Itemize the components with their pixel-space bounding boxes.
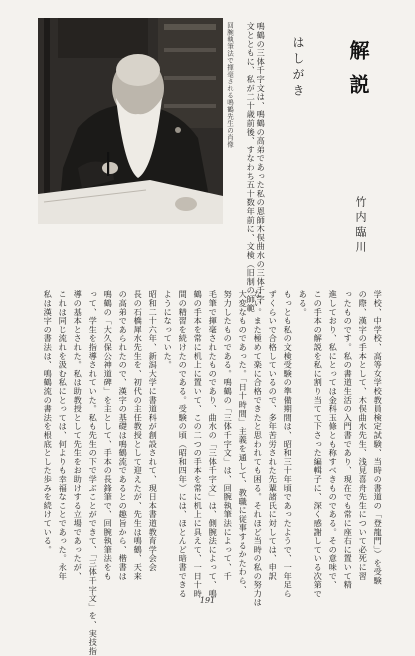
text-line: もっとも私の文検受験の準備期間は、昭和三十年頃であったようで、一年足ら [283, 290, 294, 598]
page-number: 191 [199, 596, 216, 605]
text-line: 昭和二十六年、新潟大学に書道科が創設されて、現日本書道教育学会会 [148, 290, 159, 572]
text-line: の際、漢字の手本として、木俣曲水先生、浅見喜舟先生について必死に習 [358, 290, 369, 581]
text-line: 導の基本とされた。私は助教授として先生をお助けする立場であったが、 [73, 290, 84, 581]
text-line: 間の精習を続けたのである。受験の頃（昭和四年）には、ほとんど暗書できる [178, 290, 189, 598]
text-line: ようになっていた。 [163, 290, 174, 370]
text-line: って、学生を指導されていた。私も先生の下で学ぶことができて、「三体千字文」を、実技指 [88, 290, 99, 656]
text-line: 努力したものである。鳴鶴の「三体千字文」は、回腕執筆法によって、千 [223, 290, 234, 581]
text-line: ずくらいで合格しているので、多年苦労された先輩諸氏に対しては、申訳 [268, 290, 279, 581]
text-line: 私は漢字の書法は、鳴鶴流の書法を根底とした歩みを続けている。 [43, 290, 54, 554]
section-heading: はしがき [291, 36, 305, 100]
text-line: 鶴の手本を常に机上に置いて、この二つの手本を常に机上に具えて、一日十時 [193, 290, 204, 598]
text-line: ったものです。私の書道生活の入門書であり、現在でも常に座右に置いて精 [343, 290, 354, 590]
portrait-photo [38, 18, 223, 224]
text-line: 大変なものであった。「日十時間」主義を通して、教職に従事するかたわら、 [238, 290, 249, 594]
text-line: 鳴鶴の三体千字文は、鳴鶴の高弟であった私の恩師木俣曲水の三体千字 [256, 22, 267, 304]
text-line: 長の石橋犀水先生を、初代の主任教授として迎えたが、先生は鳴鶴、天来 [133, 290, 144, 581]
page-title: 解説 [346, 40, 370, 108]
text-line: これは同じ流れを汲む私にとっては、何よりも幸福なことであった。永年 [58, 290, 69, 581]
text-line: この手本の解説を私に割り当てて下さった編輯子に、深く感謝している次第で [313, 290, 324, 598]
text-line: 鳴鶴の「大久保公神道碑」を主として、手本の長鋒筆で、回腕執筆法をも [103, 290, 114, 581]
author-name: 竹内臨川 [354, 196, 367, 256]
text-line: ない。また極めて楽に合格できたと思われても困る。それほど当時の私の努力は [253, 290, 264, 607]
text-line: 学校、中学校、高等女学校教員検定試験、当時の書道の「登龍門」）を受験 [373, 290, 384, 586]
text-line: 毛筆で揮毫されたものであり、曲水の「三体千字文」は、側腕法によって、鳴 [208, 290, 219, 598]
text-line: の高弟であられたので、漢字の基礎は鳴鶴流であるとの趣旨から、楷書は [118, 290, 129, 581]
text-line: ある。 [298, 290, 309, 317]
text-line: 文とともに、私が二十歳前後、すなわち五十数年前に、文検（旧制の師範 [246, 22, 257, 313]
photo-caption: 回腕執筆法で揮毫される鳴鶴先生の肖像 [226, 22, 234, 148]
text-line: 進しており、私にとっては金科玉條とも称すべきものである。その意味で、 [328, 290, 339, 590]
